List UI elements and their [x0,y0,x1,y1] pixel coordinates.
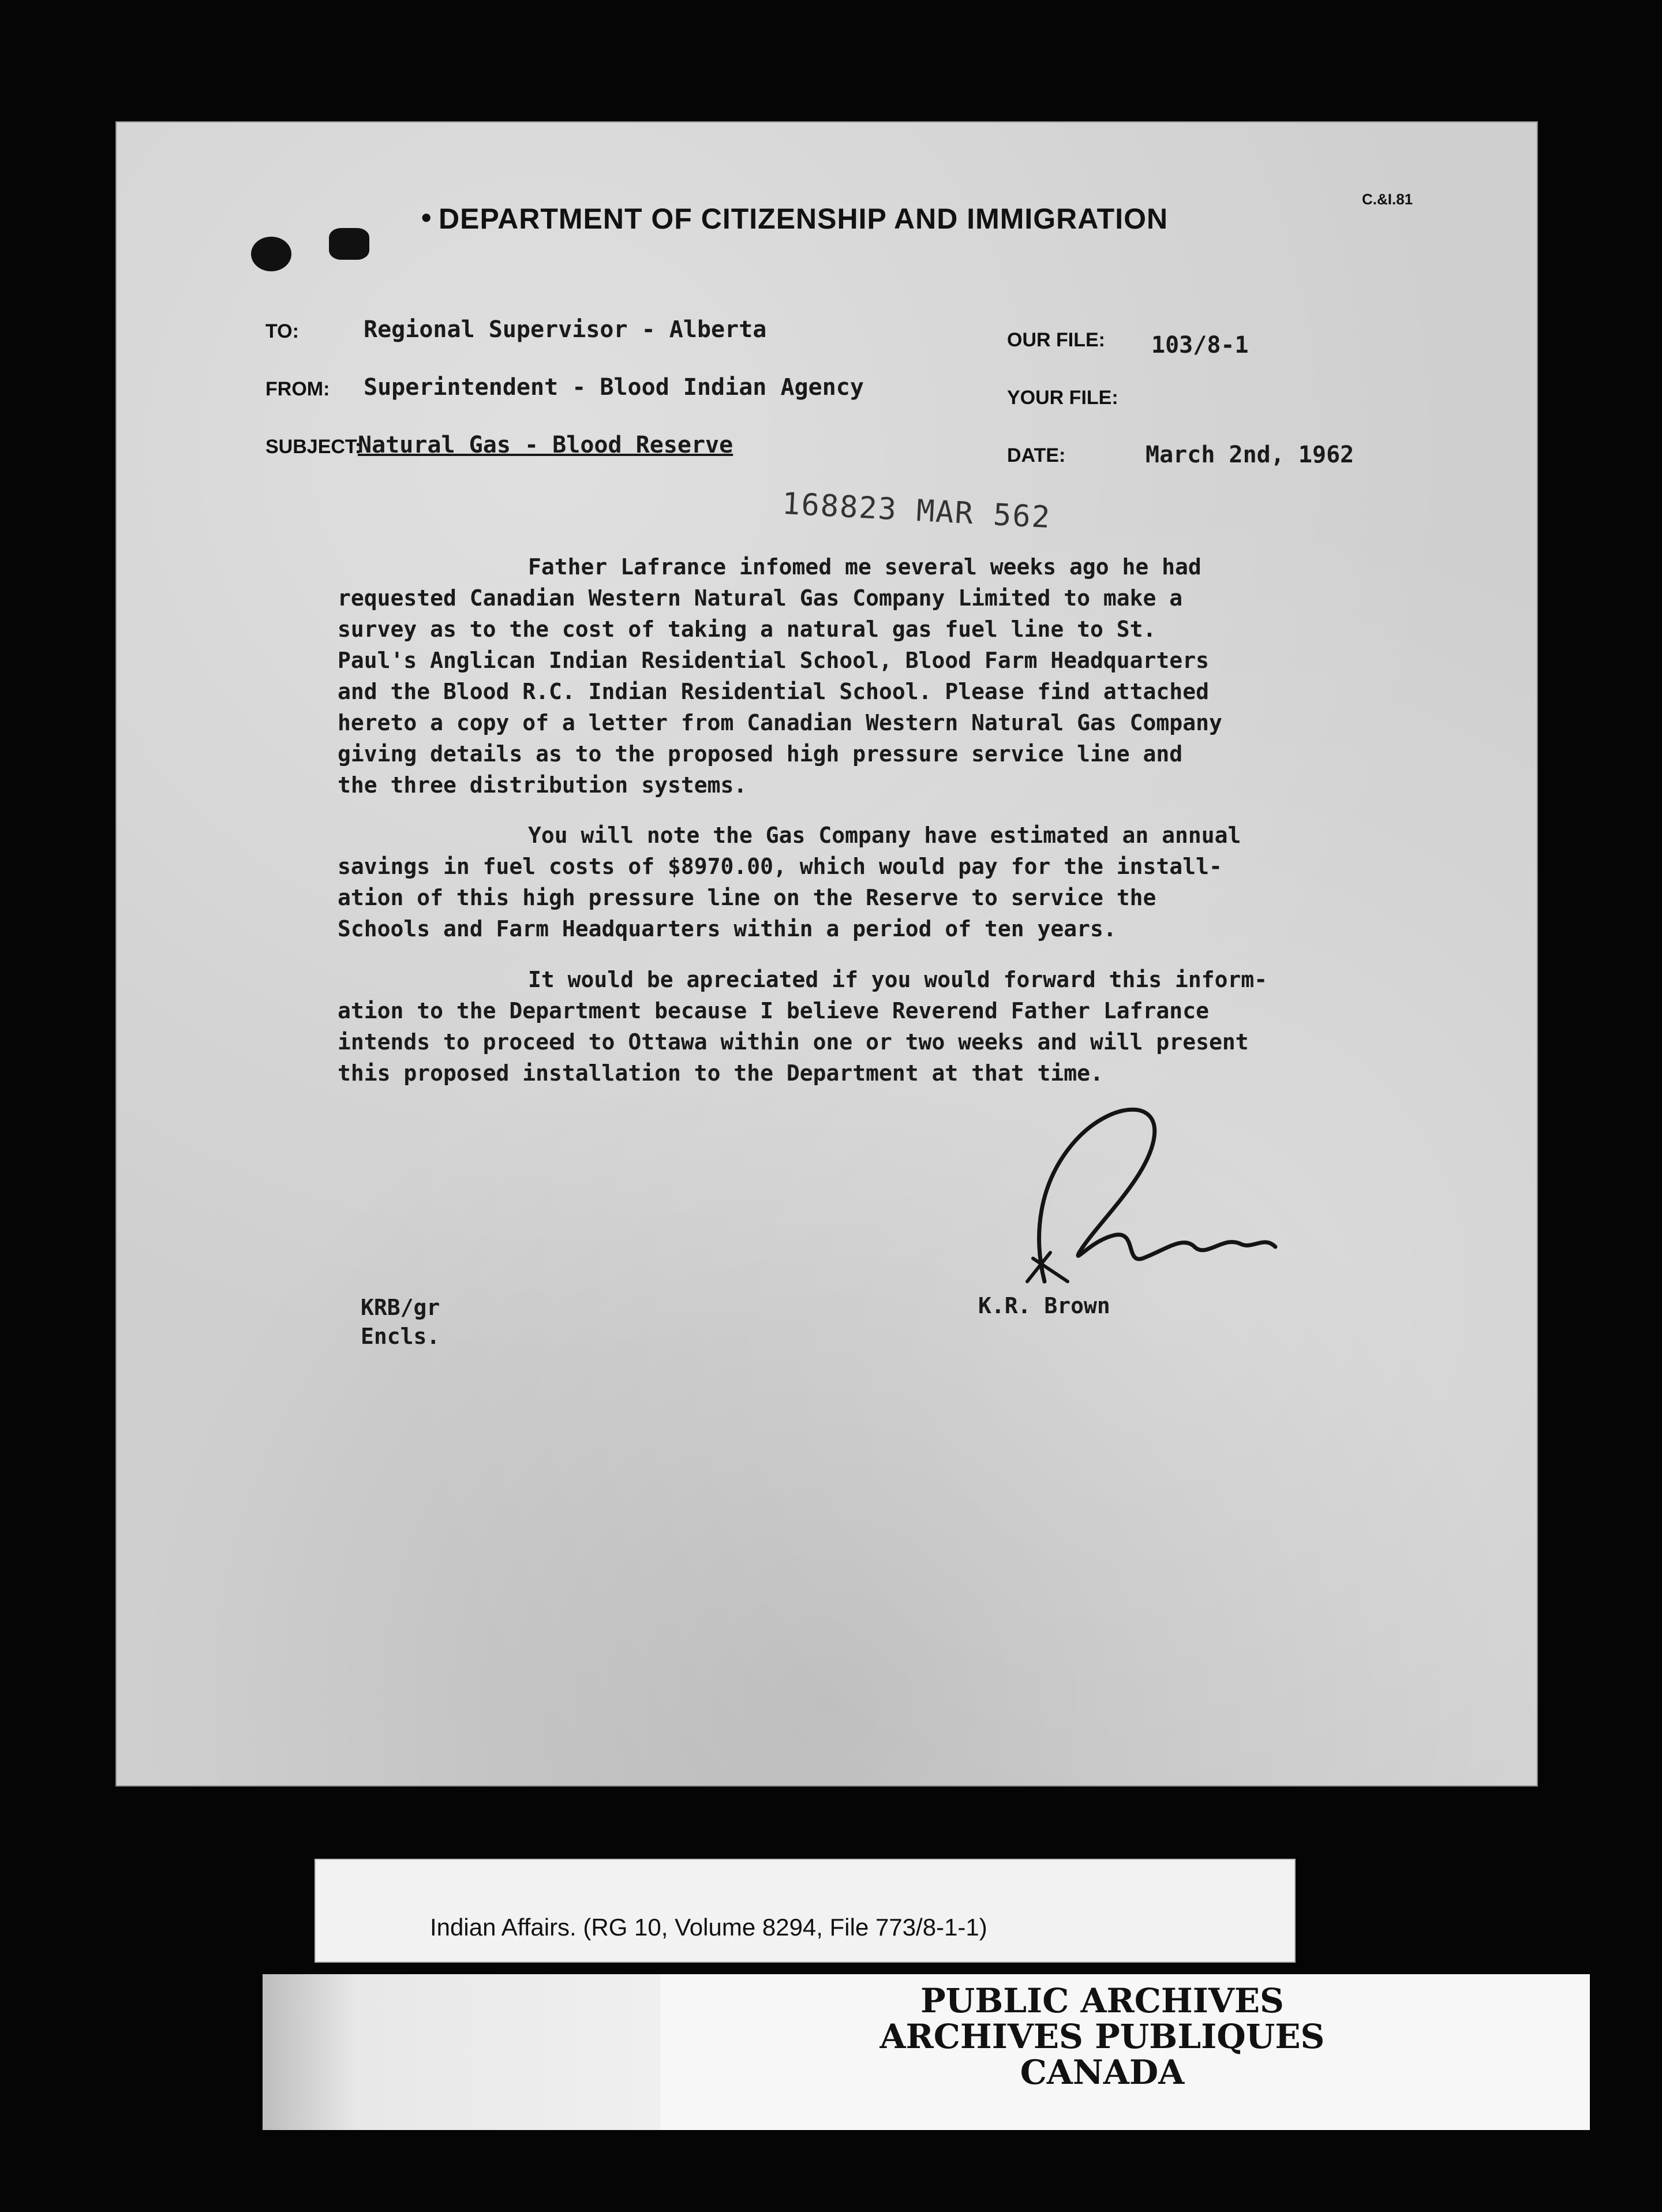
body-paragraph-3: It would be apreciated if you would forward this inform- ation to the Department because I believe Reverend Father Lafrance intends to proceed to Ottawa within one or two weeks and will present this proposed installation to the Department at that time. [338,967,1268,1086]
from-value: Superintendent - Blood Indian Agency [364,374,864,401]
body-paragraph-2: You will note the Gas Company have estimated an annual savings in fuel costs of $8970.00, which would pay for the install- ation of this high pressure line on the Reserve to service the Schools and Farm Headquarters within a period of ten years. [338,823,1241,941]
date-label: DATE: [1007,444,1066,466]
date-value: March 2nd, 1962 [1146,442,1354,468]
body-paragraph-1: Father Lafrance infomed me several weeks ago he had requested Canadian Western Natural Gas Company Limited to make a survey as to the cost of taking a natural gas fuel line to St. Paul's Anglican Indian Residential School, Blood Farm Headquarters and the Blood R.C. Indian Residential School. Please find attached hereto a copy of a letter from Canadian Western Natural Gas Company giving details as to the proposed high pressure service line and the three distribution systems. [338,554,1222,798]
typist-initials: KRB/gr Encls. [361,1295,440,1349]
to-label: TO: [265,320,299,342]
form-code: C.&I.81 [1362,190,1413,208]
memo-sheet [115,121,1538,1787]
from-label: FROM: [265,378,330,400]
archival-reference-strip [315,1859,1296,1963]
archives-label-bar [263,1974,1446,2130]
subject-label: SUBJECT: [265,436,362,458]
our-file-label: OUR FILE: [1007,329,1105,351]
signer-name: K.R. Brown [978,1293,1110,1318]
received-stamp: 168823 MAR 562 [781,486,1052,536]
to-value: Regional Supervisor - Alberta [364,316,767,343]
punch-hole [329,228,369,260]
archives-line-3: CANADA [1020,2053,1185,2092]
handwritten-signature [1010,1091,1368,1293]
archives-line-2: ARCHIVES PUBLIQUES [879,2017,1325,2056]
punch-hole [251,237,291,271]
archival-reference: Indian Affairs. (RG 10, Volume 8294, File 773/8-1-1) [430,1914,987,1941]
department-title: DEPARTMENT OF CITIZENSHIP AND IMMIGRATION [439,203,1169,235]
bullet-dot: • [421,201,432,234]
archives-label [661,1974,1590,2130]
subject-value: Natural Gas - Blood Reserve [358,432,733,458]
your-file-label: YOUR FILE: [1007,387,1118,409]
archives-line-1: PUBLIC ARCHIVES [920,1981,1284,2020]
our-file-value: 103/8-1 [1151,332,1249,358]
